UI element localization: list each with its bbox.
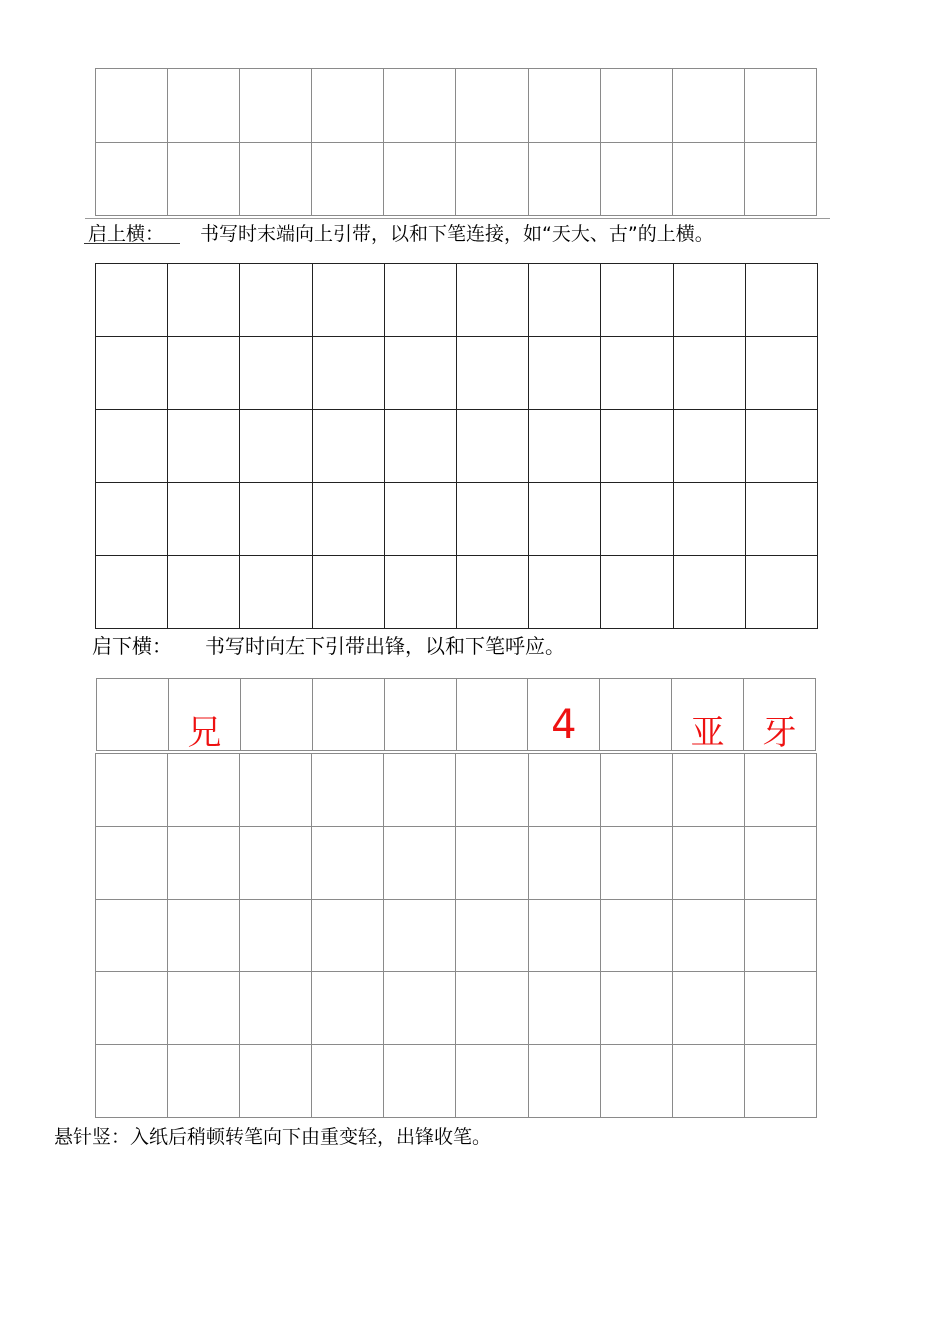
grid-cell bbox=[384, 143, 456, 217]
grid-cell bbox=[168, 264, 240, 337]
example-cell bbox=[169, 679, 241, 751]
grid-cell bbox=[673, 900, 745, 973]
grid-cell bbox=[601, 337, 673, 410]
stroke-description-qi-xia-heng: 书写时向左下引带出锋，以和下笔呼应。 bbox=[205, 634, 565, 658]
grid-cell bbox=[168, 556, 240, 629]
grid-cell bbox=[96, 1045, 168, 1118]
grid-cell bbox=[674, 483, 746, 556]
grid-cell bbox=[168, 827, 240, 900]
grid-cell bbox=[456, 1045, 528, 1118]
grid-cell bbox=[601, 900, 673, 973]
grid-cell bbox=[456, 143, 528, 217]
grid-cell bbox=[745, 754, 817, 827]
grid-cell bbox=[745, 900, 817, 973]
practice-grid-middle bbox=[95, 263, 818, 629]
grid-cell bbox=[168, 69, 240, 143]
grid-cell bbox=[529, 1045, 601, 1118]
grid-cell bbox=[456, 972, 528, 1045]
example-character: 4 bbox=[551, 702, 577, 748]
grid-cell bbox=[673, 972, 745, 1045]
grid-cell bbox=[457, 556, 529, 629]
grid-cell bbox=[312, 69, 384, 143]
grid-cell bbox=[312, 1045, 384, 1118]
grid-cell bbox=[96, 143, 168, 217]
grid-cell bbox=[312, 827, 384, 900]
grid-cell bbox=[457, 410, 529, 483]
grid-cell bbox=[529, 754, 601, 827]
grid-cell bbox=[601, 264, 673, 337]
example-cell bbox=[313, 679, 385, 751]
grid-cell bbox=[313, 483, 385, 556]
grid-cell bbox=[456, 827, 528, 900]
grid-cell bbox=[674, 264, 746, 337]
grid-cell bbox=[529, 972, 601, 1045]
grid-cell bbox=[240, 337, 312, 410]
grid-cell bbox=[673, 69, 745, 143]
example-character: 牙 bbox=[762, 713, 797, 753]
grid-cell bbox=[384, 900, 456, 973]
grid-cell bbox=[168, 972, 240, 1045]
grid-cell bbox=[240, 410, 312, 483]
grid-cell bbox=[240, 754, 312, 827]
grid-cell bbox=[601, 827, 673, 900]
grid-cell bbox=[168, 337, 240, 410]
grid-cell bbox=[529, 556, 601, 629]
grid-cell bbox=[745, 69, 817, 143]
grid-cell bbox=[96, 972, 168, 1045]
grid-cell bbox=[673, 754, 745, 827]
grid-cell bbox=[529, 143, 601, 217]
grid-cell bbox=[601, 483, 673, 556]
grid-cell bbox=[168, 483, 240, 556]
grid-cell bbox=[457, 337, 529, 410]
grid-cell bbox=[385, 556, 457, 629]
grid-cell bbox=[385, 410, 457, 483]
grid-cell bbox=[745, 827, 817, 900]
grid-cell bbox=[168, 410, 240, 483]
grid-cell bbox=[746, 264, 818, 337]
grid-cell bbox=[240, 1045, 312, 1118]
grid-cell bbox=[673, 143, 745, 217]
grid-cell bbox=[385, 264, 457, 337]
grid-cell bbox=[312, 143, 384, 217]
grid-cell bbox=[746, 337, 818, 410]
stroke-label-qi-shang-heng: 启上横： bbox=[88, 223, 165, 245]
grid-cell bbox=[240, 972, 312, 1045]
grid-cell bbox=[601, 410, 673, 483]
grid-cell bbox=[240, 143, 312, 217]
grid-cell bbox=[168, 754, 240, 827]
grid-cell bbox=[601, 143, 673, 217]
grid-cell bbox=[312, 972, 384, 1045]
grid-cell bbox=[96, 69, 168, 143]
example-cell bbox=[672, 679, 744, 751]
grid-cell bbox=[456, 69, 528, 143]
grid-cell bbox=[674, 337, 746, 410]
grid-cell bbox=[240, 69, 312, 143]
grid-cell bbox=[313, 410, 385, 483]
grid-cell bbox=[240, 264, 312, 337]
grid-cell bbox=[456, 754, 528, 827]
example-cell bbox=[528, 679, 600, 751]
grid-cell bbox=[601, 556, 673, 629]
label-underline bbox=[84, 243, 180, 244]
example-cell bbox=[457, 679, 529, 751]
grid-cell bbox=[385, 337, 457, 410]
grid-cell bbox=[673, 1045, 745, 1118]
grid-cell bbox=[240, 483, 312, 556]
grid-cell bbox=[385, 483, 457, 556]
grid-cell bbox=[746, 556, 818, 629]
grid-cell bbox=[96, 410, 168, 483]
grid-cell bbox=[529, 827, 601, 900]
grid-cell bbox=[96, 337, 168, 410]
grid-cell bbox=[529, 69, 601, 143]
grid-cell bbox=[240, 556, 312, 629]
example-cell bbox=[241, 679, 313, 751]
example-cell bbox=[600, 679, 672, 751]
grid-cell bbox=[746, 410, 818, 483]
grid-cell bbox=[384, 972, 456, 1045]
stroke-description-qi-shang-heng: 书写时末端向上引带，以和下笔连接，如“天大、古”的上横。 bbox=[200, 223, 714, 245]
grid-cell bbox=[96, 483, 168, 556]
grid-cell bbox=[96, 754, 168, 827]
grid-cell bbox=[312, 754, 384, 827]
grid-cell bbox=[529, 264, 601, 337]
grid-cell bbox=[168, 143, 240, 217]
example-cell bbox=[97, 679, 169, 751]
grid-cell bbox=[601, 754, 673, 827]
grid-cell bbox=[601, 1045, 673, 1118]
grid-cell bbox=[384, 1045, 456, 1118]
grid-cell bbox=[312, 900, 384, 973]
example-character-row bbox=[96, 678, 816, 751]
example-character: 亚 bbox=[690, 713, 725, 753]
grid-cell bbox=[529, 483, 601, 556]
grid-cell bbox=[745, 143, 817, 217]
grid-cell bbox=[673, 827, 745, 900]
grid-cell bbox=[674, 556, 746, 629]
example-cell bbox=[385, 679, 457, 751]
grid-cell bbox=[457, 264, 529, 337]
grid-cell bbox=[96, 900, 168, 973]
example-cell bbox=[744, 679, 816, 751]
grid-cell bbox=[601, 69, 673, 143]
grid-cell bbox=[240, 900, 312, 973]
grid-cell bbox=[168, 900, 240, 973]
grid-cell bbox=[313, 337, 385, 410]
grid-cell bbox=[96, 827, 168, 900]
grid-cell bbox=[96, 556, 168, 629]
grid-cell bbox=[313, 264, 385, 337]
grid-cell bbox=[529, 337, 601, 410]
stroke-label-qi-xia-heng: 启下横： bbox=[92, 634, 172, 658]
grid-cell bbox=[240, 827, 312, 900]
grid-cell bbox=[529, 900, 601, 973]
grid-cell bbox=[674, 410, 746, 483]
stroke-description-xuan-zhen-shu: 悬针竖：入纸后稍顿转笔向下由重变轻，出锋收笔。 bbox=[54, 1126, 492, 1148]
grid-cell bbox=[168, 1045, 240, 1118]
section-divider bbox=[85, 218, 830, 219]
example-character: 兄 bbox=[187, 713, 222, 753]
practice-grid-top bbox=[95, 68, 817, 216]
grid-cell bbox=[313, 556, 385, 629]
grid-cell bbox=[746, 483, 818, 556]
grid-cell bbox=[384, 69, 456, 143]
grid-cell bbox=[384, 827, 456, 900]
grid-cell bbox=[456, 900, 528, 973]
grid-cell bbox=[384, 754, 456, 827]
practice-grid-bottom bbox=[95, 753, 817, 1118]
grid-cell bbox=[745, 1045, 817, 1118]
grid-cell bbox=[96, 264, 168, 337]
grid-cell bbox=[601, 972, 673, 1045]
grid-cell bbox=[745, 972, 817, 1045]
grid-cell bbox=[457, 483, 529, 556]
grid-cell bbox=[529, 410, 601, 483]
